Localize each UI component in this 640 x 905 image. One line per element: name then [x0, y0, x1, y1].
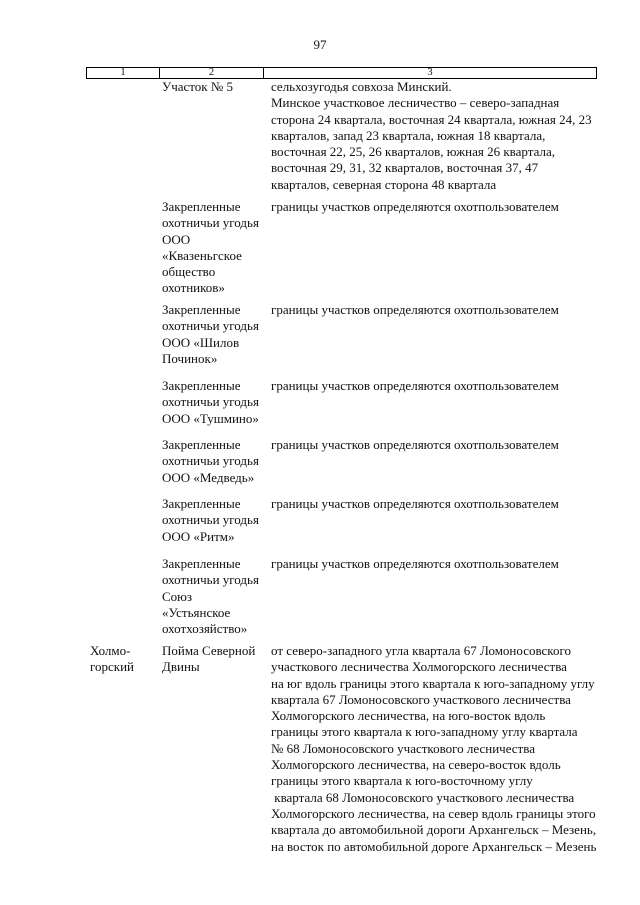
cell-text-line: квартала 68 Ломоносовского участкового лесничества [271, 789, 575, 805]
description-cell [271, 643, 601, 855]
cell-text-line: границы участков определяются охотпользователем [271, 378, 559, 393]
cell-text-line: ООО «Ритм» [162, 528, 235, 544]
cell-text-line: Минское участковое лесничество – северо-западная [271, 95, 560, 111]
cell-text-line: Починок» [162, 350, 218, 366]
cell-text-line: ООО «Тушмино» [162, 410, 259, 426]
cell-text-line: охотничьи угодья [162, 453, 259, 469]
cell-text-line: охотхозяйство» [162, 621, 248, 637]
cell-text-line: «Квазеньгское [162, 247, 242, 263]
cell-text-line: границы участков определяются охотпользователем [271, 556, 559, 571]
area-cell [162, 437, 266, 486]
table-header-col1: 1 [87, 68, 160, 78]
area-cell [162, 378, 266, 427]
cell-text-line: границы участков определяются охотпользователем [271, 302, 559, 317]
cell-text-line: охотничьи угодья [162, 215, 259, 231]
cell-text-line: Холмогорского лесничества, на северо-восток вдоль [271, 757, 561, 773]
table-header-col2: 2 [160, 68, 264, 78]
cell-text-line: ООО [162, 231, 191, 247]
table-header-col3: 3 [427, 67, 433, 78]
description-cell [271, 302, 601, 318]
cell-text-line: № 68 Ломоносовского участкового лесничества [271, 740, 535, 756]
cell-text-line: ООО «Шилов [162, 334, 240, 350]
district-cell [90, 643, 156, 676]
cell-text-line: границы участков определяются охотпользователем [271, 437, 559, 452]
area-cell [162, 199, 266, 297]
cell-text-line: границы участков определяются охотпользователем [271, 496, 559, 511]
description-cell [271, 378, 601, 394]
cell-text-line: Пойма Северной [162, 643, 256, 658]
cell-text-line: на юг вдоль границы этого квартала к юго-западному углу [271, 675, 595, 691]
cell-text-line: охотничьи угодья [162, 512, 259, 528]
cell-text-line: восточная 22, 25, 26 кварталов, южная 26 квартала, [271, 144, 555, 160]
cell-text-line: Двины [162, 659, 200, 675]
description-cell [271, 556, 601, 572]
cell-text-line: «Устьянское [162, 604, 231, 620]
area-cell [162, 556, 266, 637]
cell-text-line: Закрепленные [162, 199, 241, 214]
description-cell [271, 496, 601, 512]
cell-text-line: Закрепленные [162, 378, 241, 393]
cell-text-line: охотников» [162, 280, 225, 296]
cell-text-line: общество [162, 264, 216, 280]
description-cell [271, 79, 601, 193]
area-cell [162, 79, 266, 95]
cell-text-line: охотничьи угодья [162, 394, 259, 410]
table-header [86, 67, 597, 79]
cell-text-line: Закрепленные [162, 302, 241, 317]
area-cell [162, 496, 266, 545]
area-cell [162, 643, 266, 676]
cell-text-line: Холмо- [90, 643, 131, 658]
cell-text-line: Закрепленные [162, 556, 241, 571]
cell-text-line: горский [90, 659, 135, 675]
description-cell [271, 199, 601, 215]
cell-text-line: квартала до автомобильной дороги Архангельск – Мезень, [271, 822, 597, 838]
cell-text-line: ООО «Медведь» [162, 469, 255, 485]
cell-text-line: Холмогорского лесничества, на юго-восток вдоль [271, 708, 546, 724]
cell-text-line: участкового лесничества Холмогорского лесничества [271, 659, 567, 675]
cell-text-line: охотничьи угодья [162, 318, 259, 334]
cell-text-line: границы этого квартала к юго-западному углу квартала [271, 724, 578, 740]
cell-text-line: Закрепленные [162, 496, 241, 511]
cell-text-line: Холмогорского лесничества, на север вдоль границы этого [271, 805, 596, 821]
page-number: 97 [313, 37, 327, 52]
cell-text-line: сторона 24 квартала, восточная 24 квартала, южная 24, 23 [271, 111, 592, 127]
area-cell [162, 302, 266, 367]
cell-text-line: на восток по автомобильной дороге Архангельск – Мезень [271, 838, 597, 854]
cell-text-line: границы участков определяются охотпользователем [271, 199, 559, 214]
cell-text-line: кварталов, запад 23 квартала, южная 18 квартала, [271, 127, 546, 143]
cell-text-line: сельхозугодья совхоза Минский. [271, 79, 452, 94]
cell-text-line: охотничьи угодья [162, 572, 259, 588]
cell-text-line: кварталов, северная сторона 48 квартала [271, 176, 497, 192]
cell-text-line: Закрепленные [162, 437, 241, 452]
cell-text-line: восточная 29, 31, 32 кварталов, восточная 37, 47 [271, 160, 539, 176]
cell-text-line: границы этого квартала к юго-восточному углу [271, 773, 533, 789]
cell-text-line: Участок № 5 [162, 79, 234, 94]
cell-text-line: Союз [162, 588, 193, 604]
cell-text-line: квартала 67 Ломоносовского участкового лесничества [271, 691, 571, 707]
description-cell [271, 437, 601, 453]
cell-text-line: от северо-западного угла квартала 67 Ломоносовского [271, 643, 571, 658]
